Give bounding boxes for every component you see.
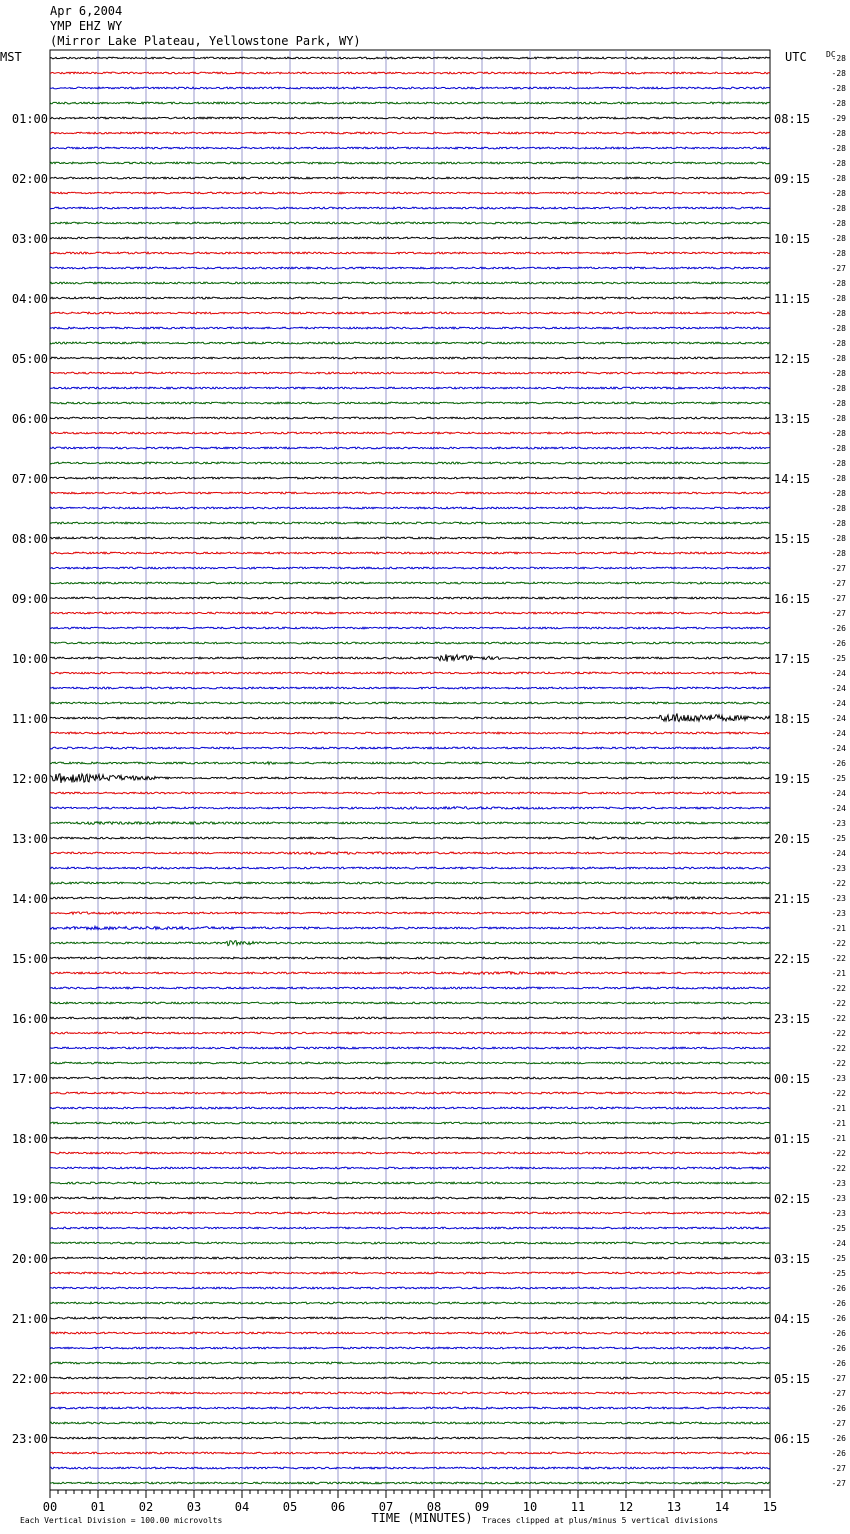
dc-offset-label: -28 xyxy=(831,549,846,558)
right-hour-label: 00:15 xyxy=(774,1072,811,1086)
right-hour-label: 13:15 xyxy=(774,412,811,426)
dc-offset-label: -23 xyxy=(831,819,846,828)
trace-56 xyxy=(50,897,770,900)
left-hour-label: 02:00 xyxy=(11,172,48,186)
dc-offset-label: -22 xyxy=(831,939,846,948)
trace-84 xyxy=(50,1317,770,1319)
trace-63 xyxy=(50,1002,770,1004)
dc-offset-label: -27 xyxy=(831,1479,846,1488)
trace-9 xyxy=(50,192,770,194)
trace-83 xyxy=(50,1302,770,1304)
right-hour-label: 15:15 xyxy=(774,532,811,546)
dc-offset-label: -21 xyxy=(831,1119,846,1128)
trace-71 xyxy=(50,1122,770,1124)
trace-50 xyxy=(50,807,770,810)
left-hour-label: 13:00 xyxy=(11,832,48,846)
right-hour-label: 04:15 xyxy=(774,1312,811,1326)
trace-43 xyxy=(50,702,770,704)
right-hour-label: 01:15 xyxy=(774,1132,811,1146)
x-tick-label: 09 xyxy=(474,1500,490,1514)
dc-offset-label: -28 xyxy=(831,519,846,528)
dc-offset-label: -28 xyxy=(831,534,846,543)
right-hour-label: 05:15 xyxy=(774,1372,811,1386)
dc-offset-label: -23 xyxy=(831,1209,846,1218)
left-hour-label: 19:00 xyxy=(11,1192,48,1206)
trace-64 xyxy=(50,1017,770,1019)
dc-offset-label: -28 xyxy=(831,99,846,108)
trace-91 xyxy=(50,1422,770,1424)
trace-14 xyxy=(50,267,770,269)
dc-offset-label: -23 xyxy=(831,1074,846,1083)
dc-offset-label: -24 xyxy=(831,804,846,813)
trace-74 xyxy=(50,1167,770,1169)
left-hour-label: 08:00 xyxy=(11,532,48,546)
trace-13 xyxy=(50,252,770,254)
dc-offset-label: -27 xyxy=(831,579,846,588)
dc-offset-label: -22 xyxy=(831,954,846,963)
right-hour-label: 19:15 xyxy=(774,772,811,786)
left-hour-label: 23:00 xyxy=(11,1432,48,1446)
trace-61 xyxy=(50,972,770,975)
right-hour-label: 03:15 xyxy=(774,1252,811,1266)
dc-offset-label: -28 xyxy=(831,84,846,93)
left-hour-label: 01:00 xyxy=(11,112,48,126)
trace-12 xyxy=(50,237,770,239)
trace-69 xyxy=(50,1092,770,1094)
trace-85 xyxy=(50,1332,770,1334)
dc-offset-label: -28 xyxy=(831,309,846,318)
dc-offset-label: -28 xyxy=(831,384,846,393)
right-hour-label: 16:15 xyxy=(774,592,811,606)
dc-offset-label: -28 xyxy=(831,159,846,168)
dc-offset-label: -26 xyxy=(831,1404,846,1413)
trace-44 xyxy=(50,713,770,721)
dc-offset-label: -22 xyxy=(831,1029,846,1038)
dc-offset-label: -23 xyxy=(831,1179,846,1188)
trace-28 xyxy=(50,477,770,479)
dc-offset-label: -22 xyxy=(831,1164,846,1173)
x-tick-label: 02 xyxy=(138,1500,154,1514)
trace-90 xyxy=(50,1407,770,1409)
dc-offset-label: -25 xyxy=(831,774,846,783)
trace-60 xyxy=(50,957,770,959)
trace-47 xyxy=(50,762,770,765)
dc-offset-label: -21 xyxy=(831,969,846,978)
trace-54 xyxy=(50,867,770,869)
trace-68 xyxy=(50,1077,770,1079)
left-hour-label: 20:00 xyxy=(11,1252,48,1266)
x-tick-label: 08 xyxy=(426,1500,442,1514)
x-tick-label: 14 xyxy=(714,1500,730,1514)
dc-offset-label: -26 xyxy=(831,1299,846,1308)
x-tick-label: 12 xyxy=(618,1500,634,1514)
trace-11 xyxy=(50,222,770,224)
trace-25 xyxy=(50,432,770,434)
x-tick-label: 01 xyxy=(90,1500,106,1514)
right-hour-label: 20:15 xyxy=(774,832,811,846)
right-hour-label: 11:15 xyxy=(774,292,811,306)
x-tick-label: 06 xyxy=(330,1500,346,1514)
dc-offset-label: -23 xyxy=(831,909,846,918)
trace-7 xyxy=(50,162,770,164)
left-hour-label: 10:00 xyxy=(11,652,48,666)
left-hour-label: 04:00 xyxy=(11,292,48,306)
right-hour-label: 10:15 xyxy=(774,232,811,246)
trace-92 xyxy=(50,1437,770,1439)
dc-offset-label: -22 xyxy=(831,999,846,1008)
dc-offset-label: -28 xyxy=(831,459,846,468)
dc-offset-label: -27 xyxy=(831,264,846,273)
x-tick-label: 00 xyxy=(42,1500,58,1514)
trace-31 xyxy=(50,522,770,524)
trace-27 xyxy=(50,462,770,464)
dc-offset-label: -24 xyxy=(831,789,846,798)
dc-offset-label: -27 xyxy=(831,609,846,618)
trace-58 xyxy=(50,926,770,929)
chart-date: Apr 6,2004 xyxy=(50,4,123,18)
trace-65 xyxy=(50,1032,770,1034)
x-tick-label: 05 xyxy=(282,1500,298,1514)
x-tick-label: 15 xyxy=(762,1500,778,1514)
trace-32 xyxy=(50,537,770,539)
dc-offset-label: -28 xyxy=(831,294,846,303)
dc-offset-label: -28 xyxy=(831,474,846,483)
x-tick-label: 13 xyxy=(666,1500,682,1514)
left-hour-label: 16:00 xyxy=(11,1012,48,1026)
trace-2 xyxy=(50,87,770,89)
dc-offset-label: -29 xyxy=(831,114,846,123)
dc-offset-label: -23 xyxy=(831,864,846,873)
trace-59 xyxy=(50,941,770,946)
trace-78 xyxy=(50,1227,770,1229)
trace-46 xyxy=(50,747,770,749)
trace-36 xyxy=(50,597,770,599)
dc-offset-label: -28 xyxy=(831,369,846,378)
dc-offset-label: -22 xyxy=(831,1089,846,1098)
dc-offset-label: -28 xyxy=(831,399,846,408)
trace-67 xyxy=(50,1062,770,1064)
trace-52 xyxy=(50,837,770,839)
right-hour-label: 08:15 xyxy=(774,112,811,126)
trace-39 xyxy=(50,642,770,644)
right-hour-label: 06:15 xyxy=(774,1432,811,1446)
right-hour-label: 18:15 xyxy=(774,712,811,726)
left-hour-label: 09:00 xyxy=(11,592,48,606)
dc-offset-label: -28 xyxy=(831,444,846,453)
left-hour-label: 03:00 xyxy=(11,232,48,246)
trace-89 xyxy=(50,1392,770,1394)
trace-51 xyxy=(50,822,770,825)
trace-6 xyxy=(50,147,770,149)
x-tick-label: 04 xyxy=(234,1500,250,1514)
dc-offset-label: -26 xyxy=(831,1284,846,1293)
trace-10 xyxy=(50,207,770,209)
trace-23 xyxy=(50,402,770,404)
dc-offset-label: -26 xyxy=(831,1344,846,1353)
dc-offset-label: -28 xyxy=(831,174,846,183)
trace-15 xyxy=(50,282,770,284)
dc-offset-label: -24 xyxy=(831,684,846,693)
dc-offset-label: -27 xyxy=(831,594,846,603)
trace-5 xyxy=(50,132,770,134)
dc-offset-label: -24 xyxy=(831,729,846,738)
right-hour-label: 21:15 xyxy=(774,892,811,906)
left-hour-label: 22:00 xyxy=(11,1372,48,1386)
dc-offset-label: -22 xyxy=(831,879,846,888)
x-axis-label: TIME (MINUTES) xyxy=(371,1511,473,1525)
dc-offset-label: -26 xyxy=(831,1314,846,1323)
trace-72 xyxy=(50,1137,770,1139)
trace-76 xyxy=(50,1197,770,1199)
left-timezone-label: MST xyxy=(0,50,22,64)
dc-offset-label: -24 xyxy=(831,849,846,858)
left-hour-label: 06:00 xyxy=(11,412,48,426)
right-hour-label: 17:15 xyxy=(774,652,811,666)
trace-20 xyxy=(50,357,770,359)
trace-18 xyxy=(50,327,770,329)
dc-offset-label: -26 xyxy=(831,1449,846,1458)
trace-62 xyxy=(50,987,770,989)
trace-38 xyxy=(50,627,770,629)
trace-21 xyxy=(50,372,770,374)
dc-offset-label: -26 xyxy=(831,624,846,633)
dc-offset-label: -28 xyxy=(831,249,846,258)
x-tick-label: 10 xyxy=(522,1500,538,1514)
dc-offset-label: -28 xyxy=(831,144,846,153)
dc-offset-label: -28 xyxy=(831,204,846,213)
trace-88 xyxy=(50,1377,770,1379)
trace-94 xyxy=(50,1467,770,1469)
trace-87 xyxy=(50,1362,770,1364)
trace-26 xyxy=(50,447,770,449)
dc-offset-label: -27 xyxy=(831,1374,846,1383)
trace-75 xyxy=(50,1182,770,1184)
dc-offset-label: -22 xyxy=(831,1044,846,1053)
dc-header-label: DC xyxy=(826,50,836,59)
dc-offset-label: -27 xyxy=(831,1419,846,1428)
dc-offset-label: -24 xyxy=(831,699,846,708)
dc-offset-label: -28 xyxy=(831,219,846,228)
trace-79 xyxy=(50,1242,770,1244)
dc-offset-label: -28 xyxy=(831,354,846,363)
left-hour-label: 21:00 xyxy=(11,1312,48,1326)
left-hour-label: 15:00 xyxy=(11,952,48,966)
dc-offset-label: -24 xyxy=(831,1239,846,1248)
dc-offset-label: -27 xyxy=(831,1389,846,1398)
left-hour-label: 14:00 xyxy=(11,892,48,906)
dc-offset-label: -24 xyxy=(831,714,846,723)
trace-33 xyxy=(50,552,770,554)
dc-offset-label: -28 xyxy=(831,324,846,333)
trace-93 xyxy=(50,1452,770,1454)
left-hour-label: 11:00 xyxy=(11,712,48,726)
x-tick-label: 11 xyxy=(570,1500,586,1514)
trace-45 xyxy=(50,732,770,734)
dc-offset-label: -28 xyxy=(831,69,846,78)
dc-offset-label: -22 xyxy=(831,1059,846,1068)
dc-offset-label: -25 xyxy=(831,1269,846,1278)
trace-41 xyxy=(50,672,770,674)
trace-95 xyxy=(50,1482,770,1484)
station-code: YMP EHZ WY xyxy=(50,19,123,33)
dc-offset-label: -26 xyxy=(831,759,846,768)
left-hour-label: 05:00 xyxy=(11,352,48,366)
left-hour-label: 07:00 xyxy=(11,472,48,486)
trace-34 xyxy=(50,567,770,569)
trace-48 xyxy=(50,774,770,783)
dc-offset-label: -28 xyxy=(831,189,846,198)
trace-70 xyxy=(50,1107,770,1109)
dc-offset-label: -22 xyxy=(831,1014,846,1023)
dc-offset-label: -21 xyxy=(831,1134,846,1143)
dc-offset-label: -21 xyxy=(831,1104,846,1113)
trace-80 xyxy=(50,1257,770,1259)
dc-offset-label: -24 xyxy=(831,744,846,753)
right-hour-label: 12:15 xyxy=(774,352,811,366)
trace-1 xyxy=(50,72,770,74)
dc-offset-label: -28 xyxy=(831,54,846,63)
dc-offset-label: -21 xyxy=(831,924,846,933)
trace-37 xyxy=(50,612,770,614)
dc-offset-label: -26 xyxy=(831,639,846,648)
dc-offset-label: -22 xyxy=(831,1149,846,1158)
x-tick-label: 03 xyxy=(186,1500,202,1514)
dc-offset-label: -23 xyxy=(831,1194,846,1203)
dc-offset-label: -26 xyxy=(831,1329,846,1338)
trace-81 xyxy=(50,1272,770,1274)
dc-offset-label: -28 xyxy=(831,429,846,438)
x-tick-label: 07 xyxy=(378,1500,394,1514)
trace-73 xyxy=(50,1152,770,1154)
trace-42 xyxy=(50,687,770,689)
dc-offset-label: -28 xyxy=(831,234,846,243)
left-hour-label: 12:00 xyxy=(11,772,48,786)
trace-30 xyxy=(50,507,770,509)
trace-53 xyxy=(50,852,770,854)
trace-35 xyxy=(50,582,770,584)
trace-57 xyxy=(50,912,770,914)
trace-40 xyxy=(50,654,770,661)
trace-4 xyxy=(50,117,770,119)
dc-offset-label: -24 xyxy=(831,669,846,678)
dc-offset-label: -28 xyxy=(831,414,846,423)
dc-offset-label: -26 xyxy=(831,1434,846,1443)
trace-49 xyxy=(50,792,770,794)
trace-66 xyxy=(50,1047,770,1049)
dc-offset-label: -23 xyxy=(831,894,846,903)
dc-offset-label: -25 xyxy=(831,1224,846,1233)
right-hour-label: 14:15 xyxy=(774,472,811,486)
trace-16 xyxy=(50,297,770,299)
dc-offset-label: -28 xyxy=(831,339,846,348)
dc-offset-label: -28 xyxy=(831,129,846,138)
right-hour-label: 02:15 xyxy=(774,1192,811,1206)
trace-3 xyxy=(50,102,770,104)
clip-note: Traces clipped at plus/minus 5 vertical divisions xyxy=(482,1516,719,1525)
trace-77 xyxy=(50,1212,770,1214)
dc-offset-label: -25 xyxy=(831,654,846,663)
trace-86 xyxy=(50,1347,770,1349)
trace-8 xyxy=(50,177,770,179)
dc-offset-label: -27 xyxy=(831,1464,846,1473)
left-hour-label: 18:00 xyxy=(11,1132,48,1146)
dc-offset-label: -25 xyxy=(831,1254,846,1263)
trace-55 xyxy=(50,882,770,884)
right-timezone-label: UTC xyxy=(785,50,807,64)
trace-19 xyxy=(50,342,770,344)
dc-offset-label: -28 xyxy=(831,489,846,498)
right-hour-label: 23:15 xyxy=(774,1012,811,1026)
trace-29 xyxy=(50,492,770,494)
dc-offset-label: -25 xyxy=(831,834,846,843)
station-location: (Mirror Lake Plateau, Yellowstone Park, WY) xyxy=(50,34,361,48)
right-hour-label: 09:15 xyxy=(774,172,811,186)
trace-24 xyxy=(50,417,770,419)
scale-note: Each Vertical Division = 100.00 microvolts xyxy=(20,1516,223,1525)
trace-22 xyxy=(50,387,770,389)
right-hour-label: 22:15 xyxy=(774,952,811,966)
trace-82 xyxy=(50,1287,770,1289)
dc-offset-label: -27 xyxy=(831,564,846,573)
dc-offset-label: -28 xyxy=(831,504,846,513)
trace-17 xyxy=(50,312,770,314)
left-hour-label: 17:00 xyxy=(11,1072,48,1086)
dc-offset-label: -28 xyxy=(831,279,846,288)
trace-0 xyxy=(50,57,770,59)
dc-offset-label: -22 xyxy=(831,984,846,993)
dc-offset-label: -26 xyxy=(831,1359,846,1368)
